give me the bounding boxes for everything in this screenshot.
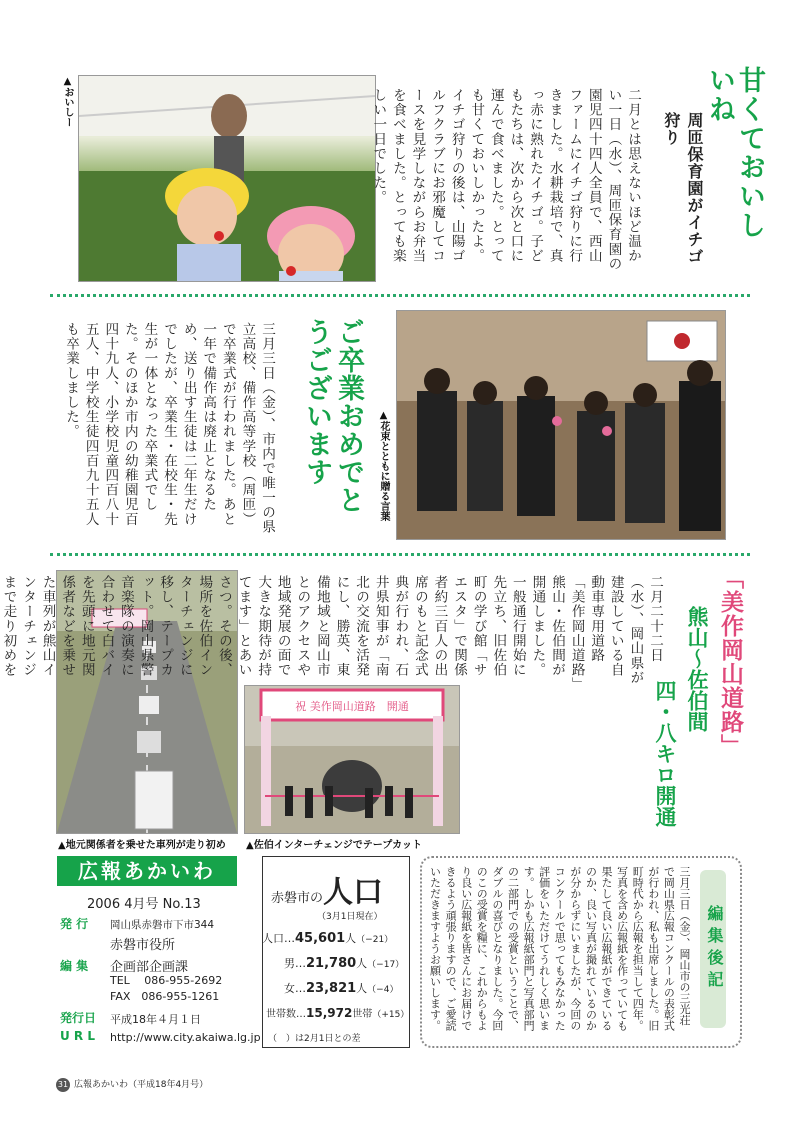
population-unit: 世帯: [352, 1009, 373, 1020]
editor-title: 編集後記: [700, 870, 726, 1028]
masthead-value: 平成18年４月１日: [110, 1013, 201, 1026]
masthead-value: 岡山県赤磐市下市344: [110, 919, 215, 931]
divider-1: [50, 294, 750, 297]
graduation-photo-illustration: [397, 311, 725, 539]
road-subtitle-1: 熊山〜佐伯間: [685, 606, 709, 732]
road-body: 二月二十二日（水）、岡山県が建設している自動車専用道路「美作岡山道路」熊山・佐伯間が開通しました。一般通行開始に先立ち、旧佐伯町の学び館「サエスタ」で関係者約三百人の出席のもと記念式典が行われ、石井県知事が「南北の交流を活発にし、勝英、東備地域と岡山市とのアクセスや地域発展の面で大きな期待が持てます」とあいさつ。その後、場所を佐伯インターチェンジに移し、テープカット。岡山県警音楽隊の演奏に合わせて白バイを先頭に地元関係者などを乗せた車列が熊山インターチェンジまで走り初めを: [0, 575, 663, 685]
population-diff: （−4）: [367, 985, 399, 995]
masthead-url[interactable]: http://www.city.akaiwa.lg.jp: [110, 1031, 261, 1044]
population-row: [272, 980, 410, 996]
population-value: 21,780: [306, 956, 357, 971]
strawberry-body: 二月とは思えないほど温かい一日（水）、周匝保育園の園児四十四人全員で、西山ファームにイチゴ狩りに行きました。水耕栽培で、真っ赤に熟れたイチゴ。子どもたちは、次から次と口に運んで食べました。とっても甘くておいしかったよ。イチゴ狩りの後は、山陽ゴルフクラブにお邪魔してコースを見学しながらお弁当を食べました。とっても楽しい一日でした。: [370, 88, 641, 271]
population-diff: （+15）: [372, 1010, 410, 1020]
strawberry-title: 甘くておいしいね: [704, 66, 765, 240]
masthead-row-date: [60, 1009, 96, 1026]
graduation-photo: [396, 310, 726, 540]
population-label: 男…: [284, 957, 306, 970]
masthead-row-editor: [60, 957, 88, 974]
masthead-issue: 2006 4月号 No.13: [87, 897, 201, 912]
population-heading-small: 赤磐市の: [271, 891, 324, 906]
strawberry-subtitle: 周匝保育園がイチゴ狩り: [662, 112, 704, 265]
strawberry-photo: [78, 75, 376, 282]
footer: [56, 1077, 208, 1092]
masthead-label: 編 集: [60, 959, 89, 973]
population-label: 女…: [284, 982, 306, 995]
masthead-title: 広報あかいわ: [57, 856, 237, 886]
population-as-of: （3月1日現在）: [317, 912, 383, 922]
masthead-value: 赤磐市役所: [110, 938, 176, 953]
population-heading-big: 人口: [323, 875, 384, 910]
masthead-value: 企画部企画課: [110, 960, 189, 975]
strawberry-photo-caption: ▲おいしー: [62, 76, 73, 127]
population-note: （ ）は2月1日との差: [268, 1034, 361, 1044]
page-number: 31: [56, 1078, 70, 1092]
population-value: 45,601: [295, 931, 346, 946]
graduation-title: ご卒業おめでとうございます: [301, 318, 364, 514]
road-photo-ceremony: [244, 685, 460, 834]
road-subtitle-2: 四・八キロ開通: [653, 680, 677, 827]
road-photo-ceremony-illustration: [245, 686, 459, 833]
population-label: 世帯数…: [266, 1009, 306, 1020]
population-label: 人口…: [262, 932, 295, 945]
strawberry-photo-illustration: [79, 76, 375, 281]
population-row: [266, 1005, 410, 1020]
footer-text: 広報あかいわ（平成18年4月号）: [74, 1080, 209, 1090]
gate-text: 祝 美作岡山道路 開通: [295, 700, 409, 713]
population-unit: 人: [356, 957, 368, 970]
population-diff: （−17）: [367, 960, 405, 970]
masthead-value: FAX 086-955-1261: [110, 990, 220, 1003]
road-title: 「美作岡山道路」: [717, 566, 743, 758]
population-value: 23,821: [306, 981, 357, 996]
population-row: [262, 930, 410, 946]
masthead-label: 発 行: [60, 917, 89, 931]
population-value: 15,972: [306, 1006, 353, 1020]
masthead-row-url: [60, 1029, 95, 1043]
masthead-value: TEL 086-955-2692: [110, 974, 223, 987]
editor-body: 三月三日（金）、岡山市の三光荘で岡山県広報コンクールの表彰式が行われ、私も出席しました。旧町時代から広報を担当して四年。写真を含め広報紙を作っていても果たして良い広報紙ができているのか、良い写真が撮れているのかが分からずにいましたが、今回のコンクールで思ってもみなかった評価をいただけてうれしく思います。しかも広報紙部門と写真部門の二部門での受賞ということで、ダブルの喜びとなりました。今回のこの受賞を糧に、これからもより良い広報紙を皆さんにお届けできるよう頑張りますので、ご愛読いただきますようお願いします。: [428, 866, 691, 1031]
population-row: [272, 955, 410, 971]
road-photo-traffic-caption: ▲地元関係者を乗せた車列が走り初め: [58, 840, 226, 851]
masthead-label: U R L: [60, 1029, 95, 1043]
masthead-row-publisher: [60, 915, 88, 932]
masthead-label: 発行日: [60, 1011, 97, 1025]
population-diff: （−21）: [356, 935, 394, 945]
population-unit: 人: [345, 932, 357, 945]
divider-2: [50, 553, 750, 556]
graduation-photo-caption: ▲花束とともに贈る言葉: [378, 410, 389, 521]
road-photo-ceremony-caption: ▲佐伯インターチェンジでテープカット: [246, 840, 423, 851]
population-unit: 人: [356, 982, 368, 995]
graduation-body: 三月三日（金）、市内で唯一の県立高校、備作高等学校（周匝）で卒業式が行われました。あと一年で備作高は廃止となるため、送り出す生徒は二年生だけでしたが、卒業生・在校生・先生が一体となった卒業式でした。そのほか市内の幼稚園児百四十九人、小学校児童四百八十五人、中学校生徒四百九十五人も卒業しました。: [63, 322, 275, 535]
